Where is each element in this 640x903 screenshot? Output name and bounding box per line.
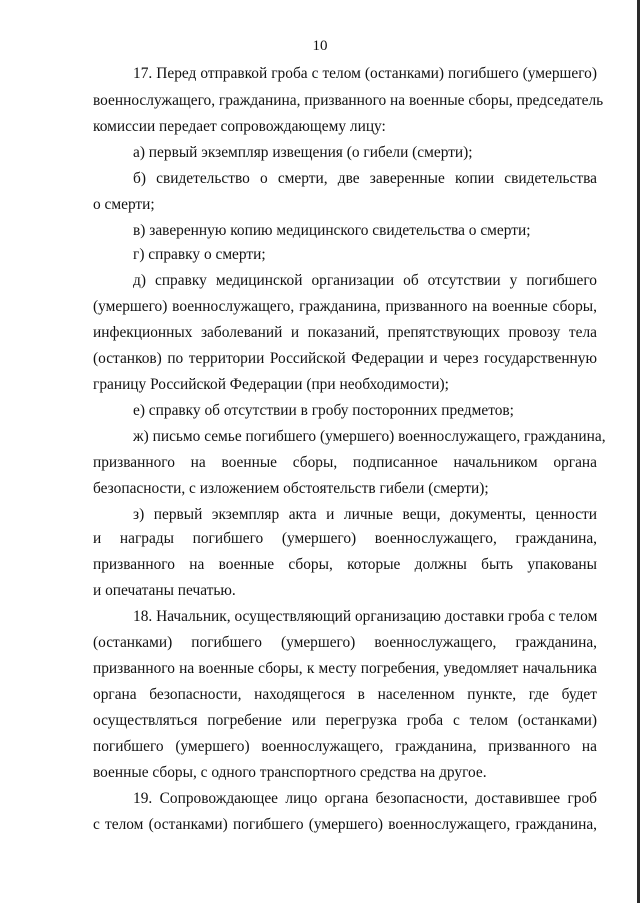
text-line: ж) письмо семье погибшего (умершего) военнослужащего, гражданина, <box>133 428 606 445</box>
text-line: (останками) погибшего (умершего) военнослужащего, гражданина, <box>93 634 597 651</box>
text-line: и награды погибшего (умершего) военнослужащего, гражданина, <box>93 530 597 547</box>
text-line: осуществляться погребение или перегрузка гроба с телом (останками) <box>93 712 597 729</box>
text-line: 19. Сопровождающее лицо органа безопасности, доставившее гроб <box>133 790 597 807</box>
text-line: инфекционных заболеваний и показаний, препятствующих провозу тела <box>93 324 597 341</box>
text-line: военнослужащего, гражданина, призванного на военные сборы, председатель <box>93 92 604 109</box>
text-line: в) заверенную копию медицинского свидетельства о смерти; <box>133 222 531 239</box>
text-line: безопасности, с изложением обстоятельств гибели (смерти); <box>93 480 489 497</box>
text-line: органа безопасности, находящегося в населенном пункте, где будет <box>93 686 597 703</box>
text-line: г) справку о смерти; <box>133 246 266 263</box>
text-line: призванного на военные сборы, подписанное начальником органа <box>93 454 597 471</box>
page-number: 10 <box>312 38 328 54</box>
text-line: а) первый экземпляр извещения (о гибели (смерти); <box>133 144 473 161</box>
text-line: призванного на военные сборы, которые должны быть упакованы <box>93 556 597 573</box>
text-line: и опечатаны печатью. <box>93 582 236 599</box>
text-line: з) первый экземпляр акта и личные вещи, документы, ценности <box>133 506 597 523</box>
text-line: (останков) по территории Российской Федерации и через государственную <box>93 350 597 367</box>
text-line: о смерти; <box>93 196 155 213</box>
text-line: с телом (останками) погибшего (умершего) военнослужащего, гражданина, <box>93 816 597 833</box>
text-line: погибшего (умершего) военнослужащего, гражданина, призванного на <box>93 738 597 755</box>
text-line: 17. Перед отправкой гроба с телом (останками) погибшего (умершего) <box>133 65 597 82</box>
text-line: комиссии передает сопровождающему лицу: <box>93 118 386 135</box>
text-line: е) справку об отсутствии в гробу посторонних предметов; <box>133 402 514 419</box>
text-line: д) справку медицинской организации об отсутствии у погибшего <box>133 272 597 289</box>
text-line: (умершего) военнослужащего, гражданина, призванного на военные сборы, <box>93 298 597 315</box>
text-line: границу Российской Федерации (при необходимости); <box>93 376 449 393</box>
text-line: б) свидетельство о смерти, две заверенные копии свидетельства <box>133 170 597 187</box>
text-line: 18. Начальник, осуществляющий организацию доставки гроба с телом <box>133 608 598 625</box>
text-line: призванного на военные сборы, к месту погребения, уведомляет начальника <box>93 660 597 677</box>
text-line: военные сборы, с одного транспортного средства на другое. <box>93 764 487 781</box>
